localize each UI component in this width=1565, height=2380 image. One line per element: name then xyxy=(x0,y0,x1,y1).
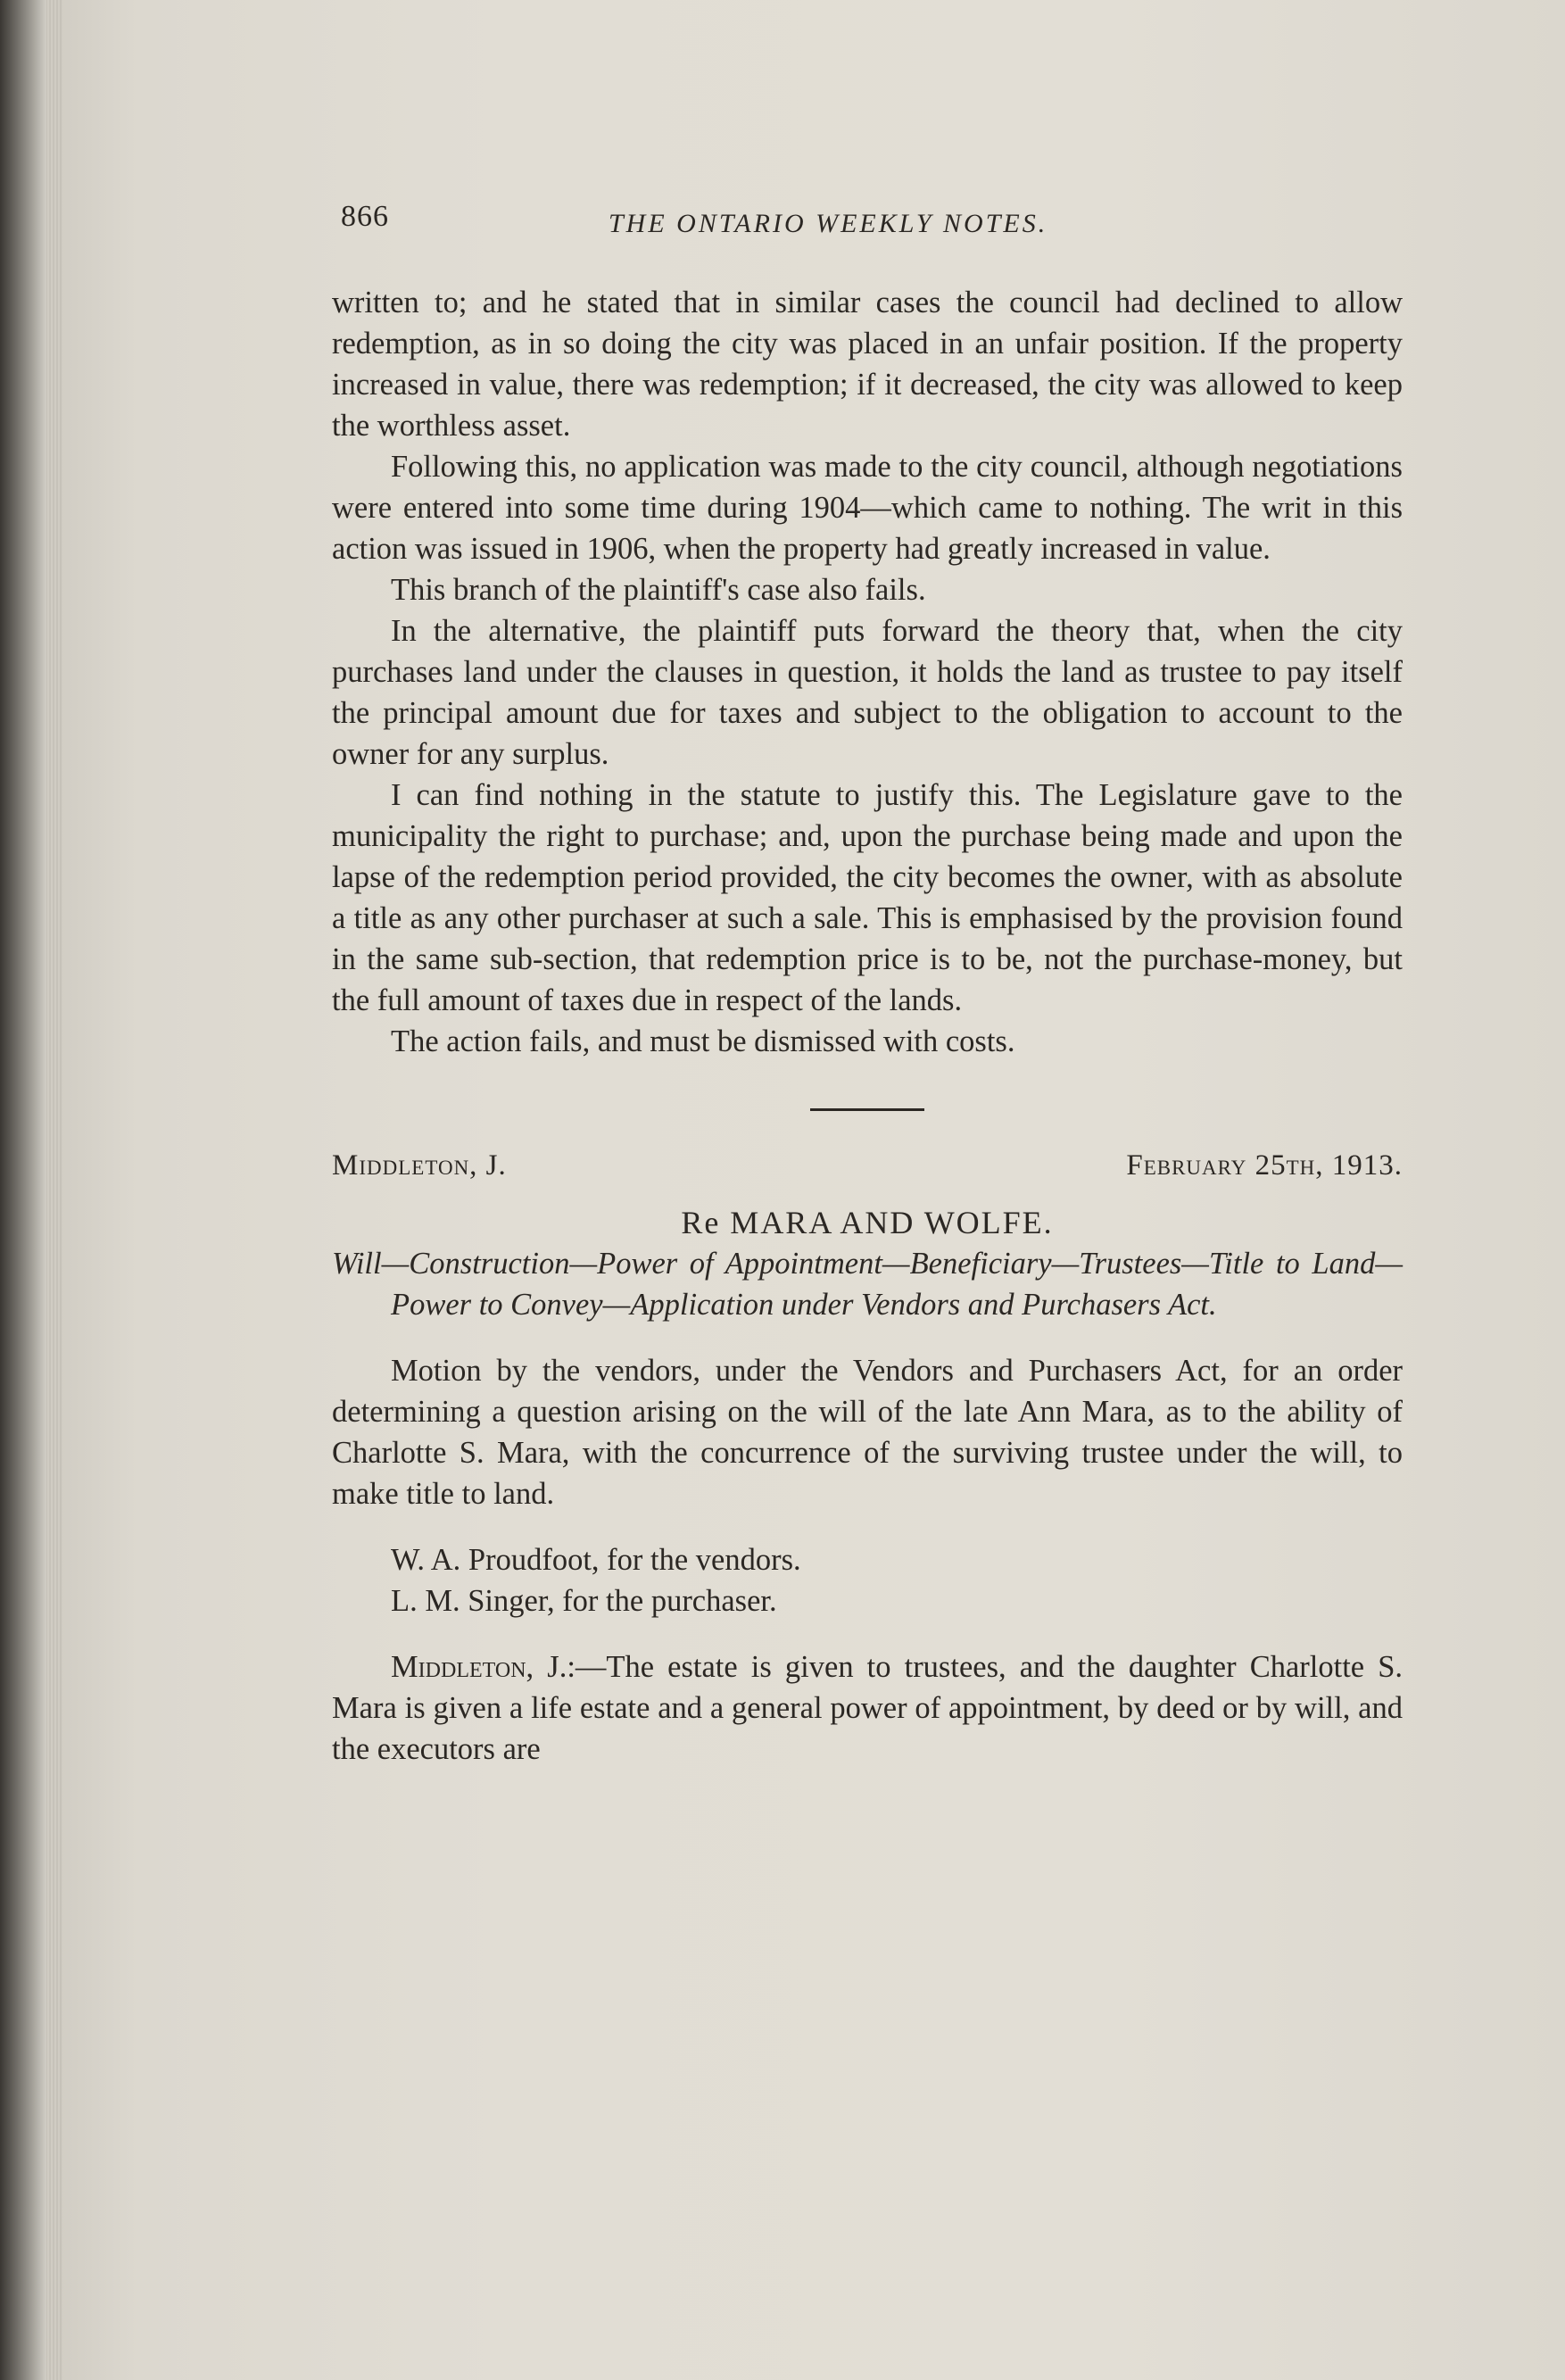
paragraph: Following this, no application was made to the city council, although negotiations were entered into some time during 1904—which came to nothing. The writ in this action was issued in 1906, when the property had greatly increased in value. xyxy=(332,450,1403,566)
case-catchwords: Will—Construction—Power of Appointment—Beneficiary—Trustees—Title to Land—Power to Convey—Application under Vendors and Purchasers Act. xyxy=(332,1247,1403,1322)
paragraph: This branch of the plaintiff's case also fails. xyxy=(391,573,926,607)
section-divider xyxy=(810,1108,924,1111)
book-page xyxy=(46,0,1565,2380)
case-title: Re MARA AND WOLFE. xyxy=(681,1205,1054,1240)
page-header xyxy=(296,200,1412,253)
page-number: 866 xyxy=(341,200,389,233)
paragraph-continued: written to; and he stated that in similar cases the council had declined to allow redemption, as in so doing the city was placed in an unfair position. If the property increased in value, there was redemption; if it decreased, the city was allowed to keep the worthless asset. xyxy=(332,286,1403,443)
counsel-line: W. A. Proudfoot, for the vendors. xyxy=(391,1543,801,1577)
counsel-line: L. M. Singer, for the purchaser. xyxy=(391,1584,777,1618)
case-header xyxy=(332,1145,1403,1186)
judgment-text: —The estate is given to trustees, and the daughter Charlotte S. Mara is given a life estate and a general power of appointment, by deed or by will, and the executors are xyxy=(332,1650,1404,1766)
paragraph: The action fails, and must be dismissed with costs. xyxy=(391,1024,1015,1058)
running-title: THE ONTARIO WEEKLY NOTES. xyxy=(609,209,1048,238)
paragraph: In the alternative, the plaintiff puts forward the theory that, when the city purchases land under the clauses in question, it holds the land as trustee to pay itself the principal amount due for taxes and subject to the obligation to account to the owner for any surplus. xyxy=(332,614,1403,771)
judgment-author: Middleton, J.: xyxy=(391,1650,575,1684)
judge-name: Middleton, J. xyxy=(332,1149,507,1182)
decision-date: February 25th, 1913. xyxy=(1126,1149,1403,1182)
paragraph: I can find nothing in the statute to justify this. The Legislature gave to the municipality the right to purchase; and, upon the purchase being made and upon the lapse of the redemption period provided, the city becomes the owner, with as absolute a title as any other purchaser at such a sale. This is emphasised by the provision found in the same sub-section, that redemption price is to be, not the purchase-money, but the full amount of taxes due in respect of the lands. xyxy=(332,778,1403,1017)
motion-paragraph: Motion by the vendors, under the Vendors and Purchasers Act, for an order determining a question arising on the will of the late Ann Mara, as to the ability of Charlotte S. Mara, with the concurrence of the surviving trustee under the will, to make title to land. xyxy=(332,1354,1403,1511)
page-body xyxy=(332,282,1403,1770)
page-edge xyxy=(46,0,62,2380)
judgment-paragraph xyxy=(332,1646,1403,1770)
